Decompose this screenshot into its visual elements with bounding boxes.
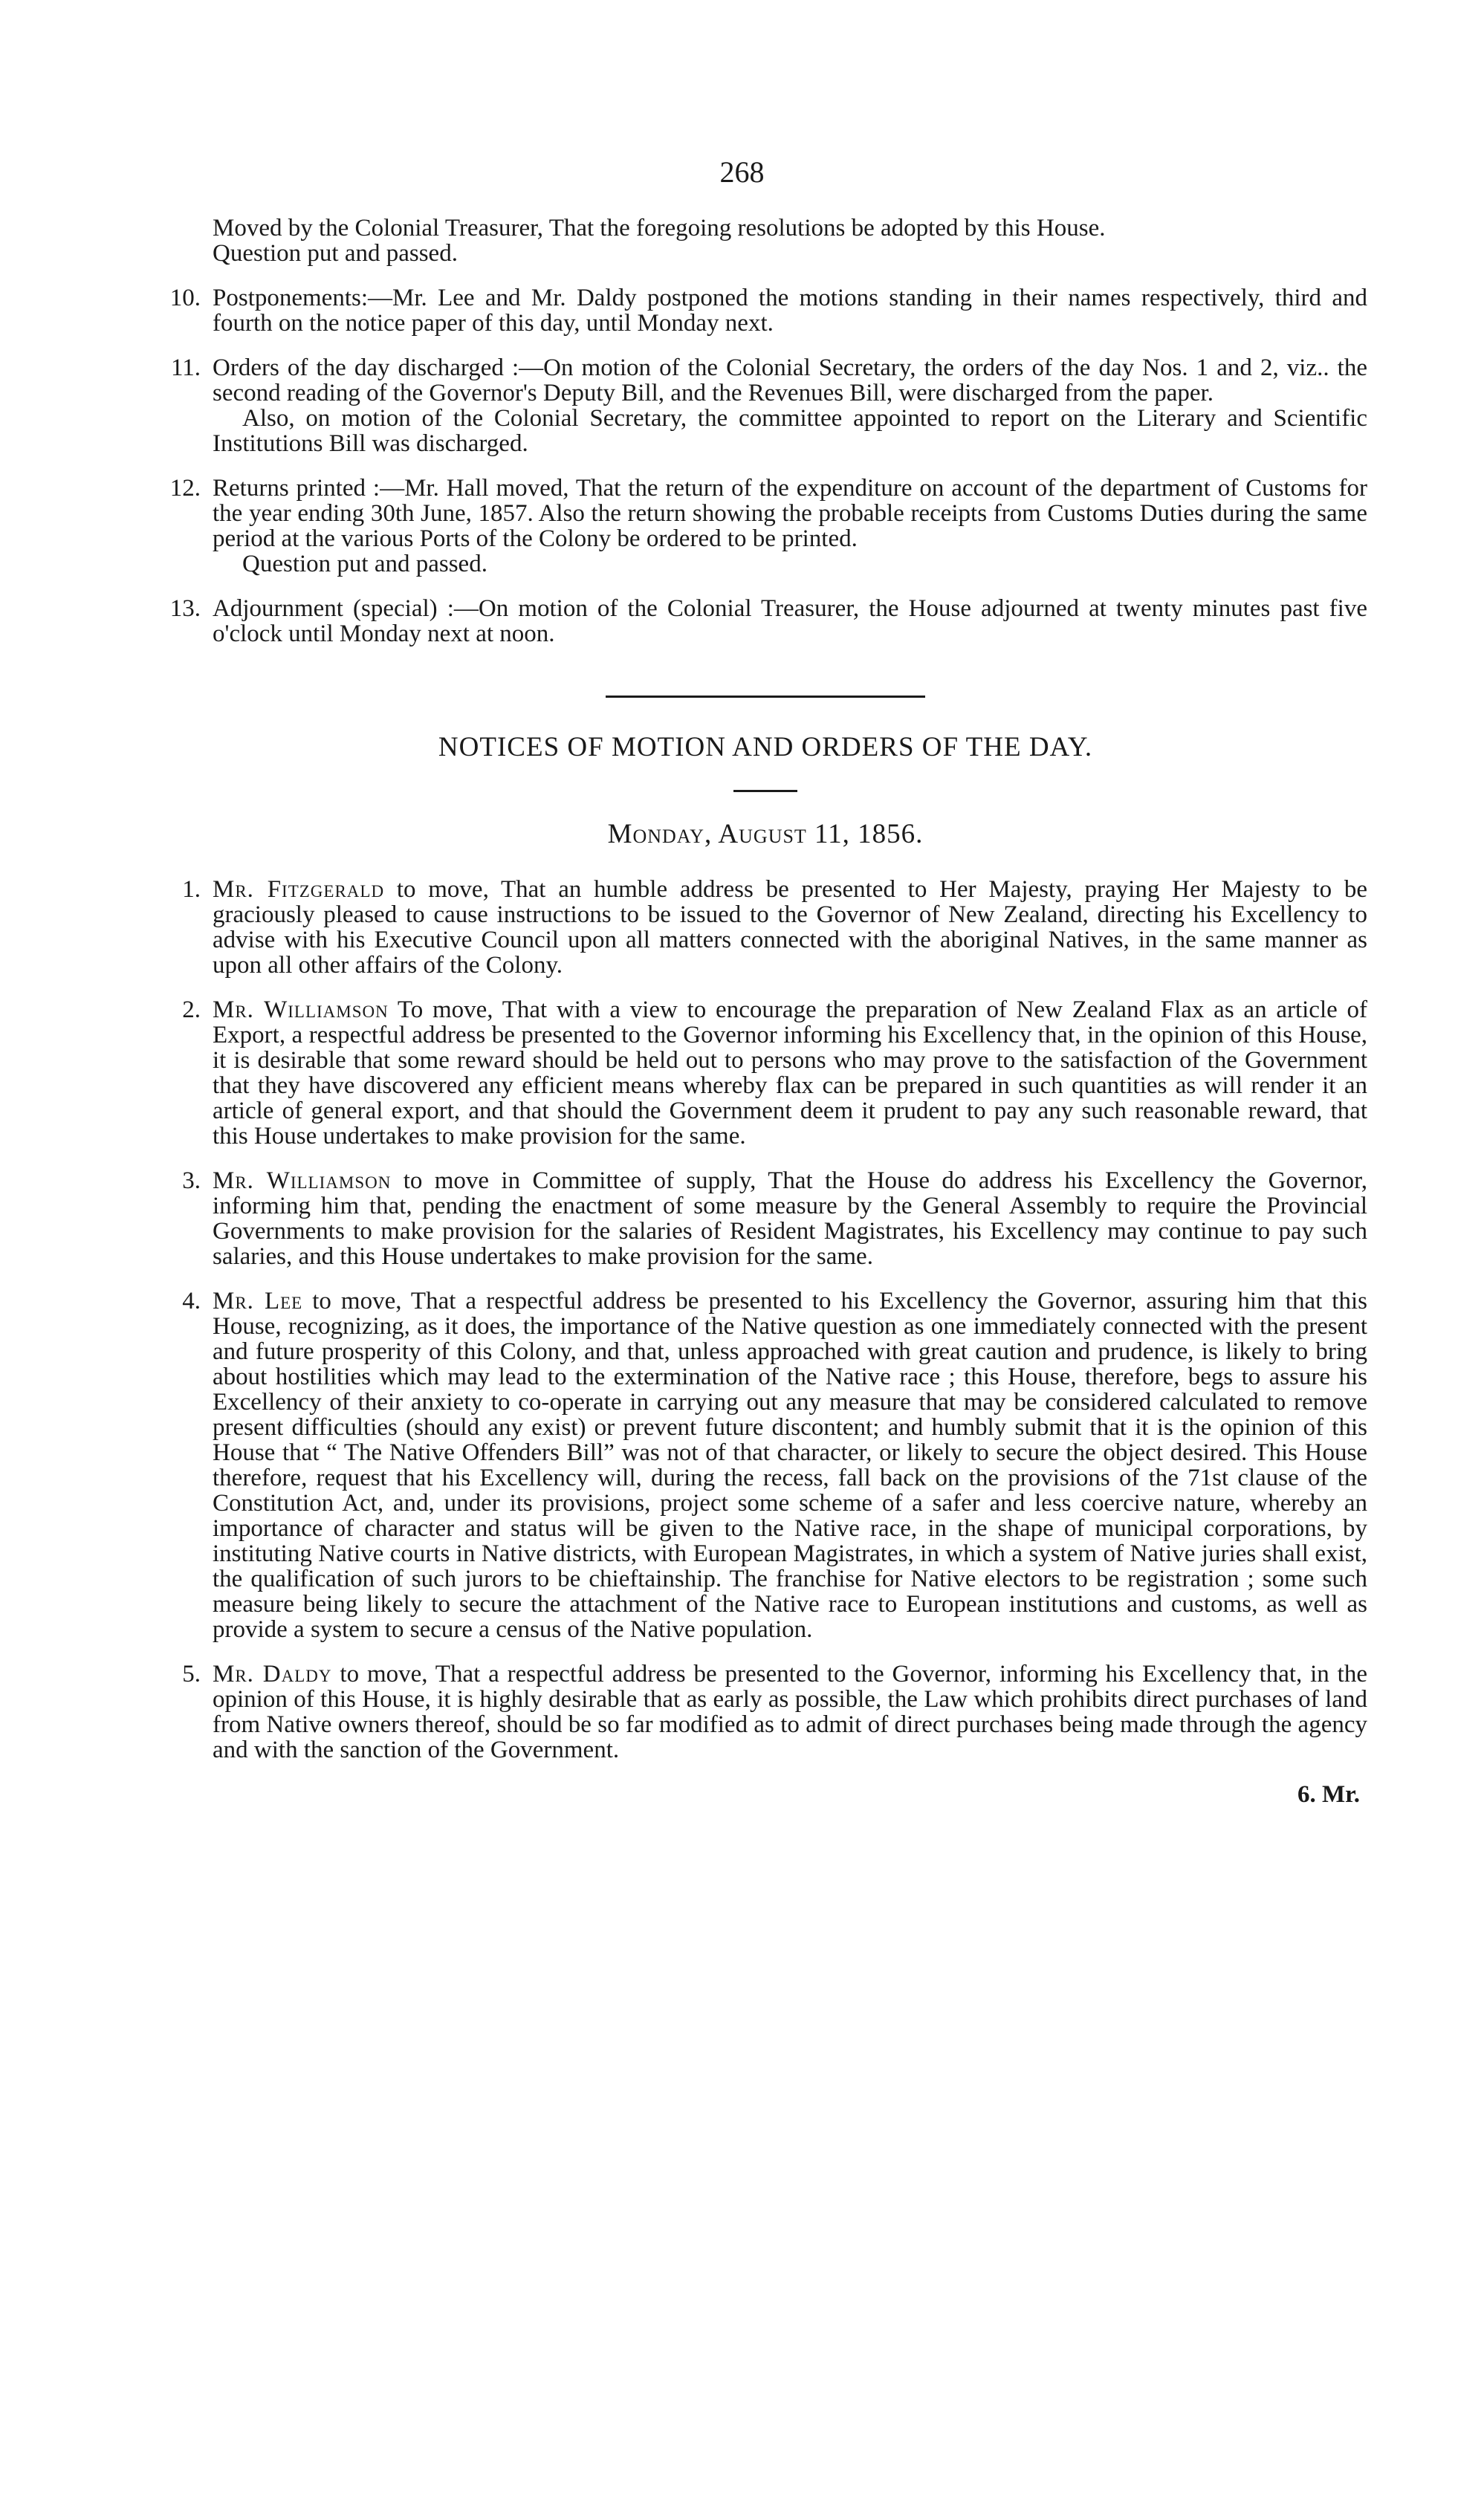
resolution-adopted — [163, 215, 1367, 266]
body-text — [163, 215, 1367, 1807]
motion-text: to move, That an humble address be presented to Her Majesty, praying Her Majesty to be graciously pleased to cause instructions to be issued to the Governor of New Zealand, directing his Excellency to advise with his Executive Council upon all matters connected with the aboriginal Natives, in the same manner as upon all other affairs of the Colony. — [213, 876, 1367, 979]
item-number: 4. — [182, 1288, 201, 1314]
item-number: 3. — [182, 1167, 201, 1194]
item-text: Postponements:—Mr. Lee and Mr. Daldy postponed the motions standing in their names respectively, third and fourth on the notice paper of this day, until Monday next. — [213, 285, 1367, 337]
item-number: 5. — [182, 1661, 201, 1688]
notice-text — [213, 877, 1367, 978]
page-number: 268 — [719, 155, 765, 189]
item-number: 13. — [169, 595, 201, 622]
motion-text: to move in Committee of supply, That the House do address his Excellency the Governor, informing him that, pending the enactment of some measure by the General Assembly to require the Provincial Governments to make provision for the salaries of Resident Magistrates, his Excellency may continue to pay such salaries, and this House undertakes to make provision for the same. — [213, 1167, 1367, 1270]
item-text: Returns printed :—Mr. Hall moved, That the return of the expenditure on account of the department of Customs for the year ending 30th June, 1857. Also the return showing the probable receipts from Customs Duties during the same period at the various Ports of the Colony be ordered to be printed. — [213, 475, 1367, 552]
member-name: Mr. Williamson — [213, 996, 389, 1023]
motion-text: To move, That with a view to encourage the preparation of New Zealand Flax as an article of Export, a respectful address be presented to the Governor informing his Excellency that, in the opinion of this House, it is desirable that some reward should be held out to persons who may prove to the satisfaction of the Government that they have discovered any efficient means whereby flax can be prepared in such quantities as will render it an article of general export, and that should the Government deem it prudent to pay any such reasonable reward, that this House undertakes to make provision for the same. — [213, 996, 1367, 1150]
notice-item-1 — [163, 877, 1367, 978]
notice-date: Monday, August 11, 1856. — [607, 819, 924, 849]
item-number: 2. — [182, 996, 201, 1023]
item-number: 11. — [170, 354, 201, 381]
notice-item-4 — [163, 1288, 1367, 1642]
heading-rule — [733, 790, 797, 792]
item-number: 12. — [169, 475, 201, 502]
item-number: 1. — [182, 876, 201, 903]
notice-item-3 — [163, 1168, 1367, 1269]
notice-item-5 — [163, 1662, 1367, 1763]
proceeding-item-13 — [163, 596, 1367, 646]
motion-text: to move, That a respectful address be presented to the Governor, informing his Excellency that, in the opinion of this House, it is highly desirable that as early as possible, the Law which prohibits direct purchases of land from Native owners thereof, should be so far modified as to admit of direct purchases being made through the agency and with the sanction of the Government. — [213, 1661, 1367, 1763]
catchword: 6. Mr. — [1297, 1781, 1360, 1808]
section-heading: NOTICES OF MOTION AND ORDERS OF THE DAY. — [438, 732, 1093, 762]
proceeding-item-12 — [163, 476, 1367, 577]
proceeding-item-11 — [163, 355, 1367, 456]
notice-item-2 — [163, 997, 1367, 1149]
item-text-continued: Question put and passed. — [242, 551, 487, 577]
item-text: Adjournment (special) :—On motion of the Colonial Treasurer, the House adjourned at twenty minutes past five o'clock until Monday next at noon. — [213, 595, 1367, 647]
notice-text — [213, 1168, 1367, 1269]
member-name: Mr. Lee — [213, 1288, 303, 1314]
motion-text: to move, That a respectful address be presented to his Excellency the Governor, assuring him that this House, recognizing, as it does, the importance of the Native question as one immediately connected with the present and future prosperity of this Colony, and that, unless approached with great caution and prudence, is likely to bring about hostilities which may lead to the extermination of the Native race ; this House, therefore, begs to assure his Excellency of their anxiety to co-operate in carrying out any measure that may be considered calculated to remove present difficulties (should any exist) or prevent future discontent; and humbly submit that it is the opinion of this House that “ The Native Offenders Bill” was not of that character, or likely to secure the object desired. This House therefore, request that his Excellency will, during the recess, fall back on the provisions of the 71st clause of the Constitution Act, and, under its provisions, project some scheme of a safer and less coercive nature, whereby an importance of character and status will be given to the Native race, in the shape of municipal corporations, by instituting Native courts in Native districts, with European Magistrates, in which a system of Native juries shall exist, the qualification of such jurors to be chieftainship. The franchise for Native electors to be registration ; some such measure being likely to secure the attachment of the Native race to European institutions and customs, as well as provide a system to secure a census of the Native population. — [213, 1288, 1367, 1643]
intro-line-2: Question put and passed. — [213, 240, 458, 267]
notice-text — [213, 1288, 1367, 1642]
member-name: Mr. Fitzgerald — [213, 876, 385, 903]
notice-text — [213, 997, 1367, 1149]
proceeding-item-10 — [163, 285, 1367, 336]
item-number: 10. — [169, 285, 201, 311]
member-name: Mr. Williamson — [213, 1167, 392, 1194]
item-text: Orders of the day discharged :—On motion of the Colonial Secretary, the orders of the day Nos. 1 and 2, viz.. the second reading of the Governor's Deputy Bill, and the Revenues Bill, were discharged from the paper. — [213, 354, 1367, 406]
intro-line-1: Moved by the Colonial Treasurer, That the foregoing resolutions be adopted by this House. — [213, 215, 1106, 241]
item-text-continued: Also, on motion of the Colonial Secretary, the committee appointed to report on the Literary and Scientific Institutions Bill was discharged. — [213, 405, 1367, 457]
notice-text — [213, 1662, 1367, 1763]
member-name: Mr. Daldy — [213, 1661, 332, 1688]
section-divider — [606, 696, 925, 698]
